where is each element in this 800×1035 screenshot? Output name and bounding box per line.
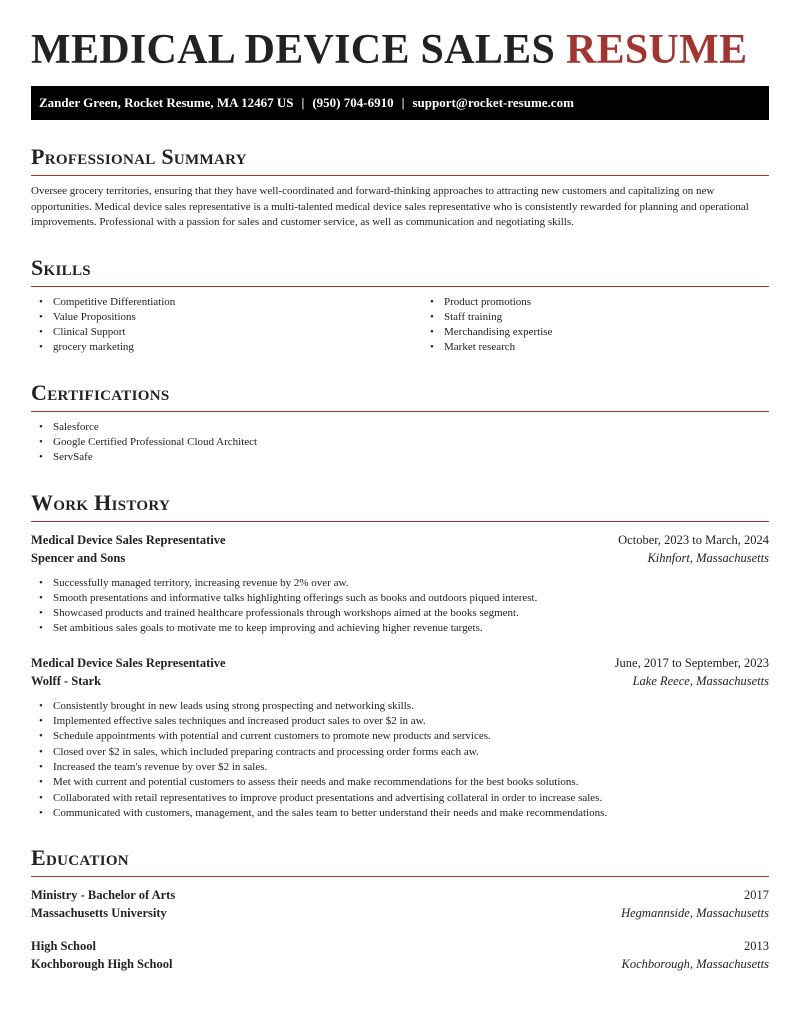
title-main: MEDICAL DEVICE SALES xyxy=(31,27,556,73)
job-bullet: • Communicated with customers, management, and the sales team to better understand their needs and make recommendations. xyxy=(53,806,769,821)
job-bullet: • Consistently brought in new leads using strong prospecting and networking skills. xyxy=(53,699,769,714)
education-degree: Ministry - Bachelor of Arts xyxy=(31,888,176,903)
job-dates: October, 2023 to March, 2024 xyxy=(618,532,769,547)
job-dates: June, 2017 to September, 2023 xyxy=(614,655,769,670)
contact-separator: | xyxy=(401,95,405,110)
job-company: Wolff - Stark xyxy=(31,673,102,688)
job-entry xyxy=(31,654,769,821)
skills-list-right xyxy=(422,295,800,356)
job-company: Spencer and Sons xyxy=(31,550,126,565)
education-location: Hegmannside, Massachusetts xyxy=(621,906,769,921)
education-year: 2013 xyxy=(744,939,769,954)
education-year: 2017 xyxy=(744,888,769,903)
job-bullet: • Met with current and potential customers to assess their needs and make recommendations for the best books solutions. xyxy=(53,775,769,790)
resume-title xyxy=(31,28,769,72)
education-school: Kochborough High School xyxy=(31,957,173,972)
certification-item: • ServSafe xyxy=(53,450,769,465)
skills-grid xyxy=(31,287,769,356)
education-heading: Education xyxy=(31,845,769,877)
summary-heading: Professional Summary xyxy=(31,144,769,176)
certifications-heading: Certifications xyxy=(31,380,769,412)
work-history-heading: Work History xyxy=(31,490,769,522)
job-entry xyxy=(31,531,769,637)
job-bullet: • Collaborated with retail representatives to improve product presentations and advertising collateral in order to increase sales. xyxy=(53,791,769,806)
job-title: Medical Device Sales Representative xyxy=(31,532,226,547)
certifications-list xyxy=(31,420,769,466)
education-entry xyxy=(31,886,769,922)
skill-item: • grocery marketing xyxy=(53,340,422,355)
skills-heading: Skills xyxy=(31,255,769,287)
job-location: Kihnfort, Massachusetts xyxy=(647,550,769,565)
skill-item: • Product promotions xyxy=(444,295,800,310)
skill-item: • Value Propositions xyxy=(53,310,422,325)
summary-text: Oversee grocery territories, ensuring that they have well-coordinated and forward-thinking approaches to attracting new customers and capitalizing on new opportunities. Medical device sales representative is a multi-talented medical device sales representative who is consistently rewarded for planning and operational improvements. Professional with a passion for sales and customer service, as well as communication and negotiating skills. xyxy=(31,185,749,228)
contact-bar xyxy=(31,86,769,120)
education-location: Kochborough, Massachusetts xyxy=(621,957,769,972)
job-bullet: • Implemented effective sales techniques and increased product sales to over $2 in aw. xyxy=(53,714,769,729)
education-degree: High School xyxy=(31,939,96,954)
skill-item: • Clinical Support xyxy=(53,325,422,340)
job-bullet: • Showcased products and trained healthcare professionals through workshops aimed at the books segment. xyxy=(53,606,769,621)
title-accent: RESUME xyxy=(565,27,748,73)
job-bullet: • Smooth presentations and informative talks highlighting offerings such as books and outdoors piqued interest. xyxy=(53,591,769,606)
job-location: Lake Reece, Massachusetts xyxy=(632,673,769,688)
job-bullet: • Set ambitious sales goals to motivate me to keep improving and achieving higher revenue targets. xyxy=(53,621,769,636)
skill-item: • Staff training xyxy=(444,310,800,325)
job-bullet: • Schedule appointments with potential and current customers to promote new products and services. xyxy=(53,729,769,744)
education-entry xyxy=(31,937,769,973)
skill-item: • Market research xyxy=(444,340,800,355)
skill-item: • Merchandising expertise xyxy=(444,325,800,340)
job-title: Medical Device Sales Representative xyxy=(31,655,226,670)
education-school: Massachusetts University xyxy=(31,906,167,921)
skills-list-left xyxy=(31,295,422,356)
certification-item: • Salesforce xyxy=(53,420,769,435)
contact-address: Zander Green, Rocket Resume, MA 12467 US xyxy=(39,95,294,110)
contact-separator: | xyxy=(301,95,305,110)
job-bullets xyxy=(31,576,769,637)
contact-phone: (950) 704-6910 xyxy=(312,95,394,110)
job-bullet: • Increased the team's revenue by over $2 in sales. xyxy=(53,760,769,775)
job-bullet: • Successfully managed territory, increasing revenue by 2% over aw. xyxy=(53,576,769,591)
certification-item: • Google Certified Professional Cloud Architect xyxy=(53,435,769,450)
job-bullets xyxy=(31,699,769,821)
contact-email: support@rocket-resume.com xyxy=(412,95,574,110)
skill-item: • Competitive Differentiation xyxy=(53,295,422,310)
job-bullet: • Closed over $2 in sales, which included preparing contracts and processing order forms each aw. xyxy=(53,745,769,760)
